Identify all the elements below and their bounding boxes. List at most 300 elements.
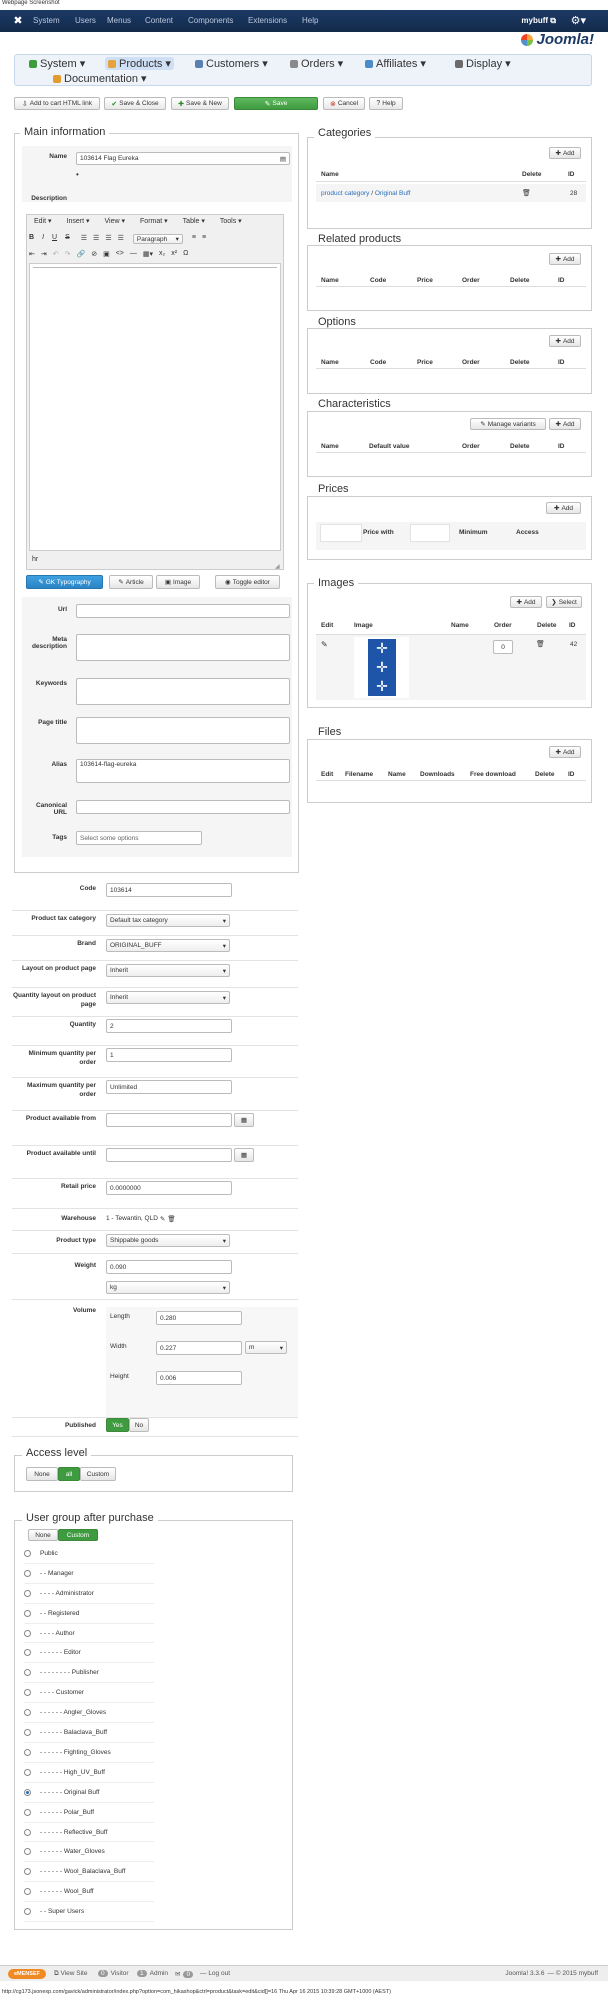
separator xyxy=(12,1299,298,1300)
characteristics-add-button[interactable] xyxy=(549,418,581,430)
version-text: Joomla! 3.3.6 xyxy=(505,1970,545,1977)
menu-display[interactable]: Display ▾ xyxy=(455,57,511,70)
radio-button[interactable] xyxy=(24,1570,31,1577)
admin-statusbar xyxy=(0,1965,608,1981)
property-input-value: Unlimited xyxy=(110,1083,138,1091)
list-item xyxy=(24,1564,154,1584)
property-row xyxy=(12,1179,298,1209)
user-group-label: - - - - - - Editor xyxy=(40,1649,81,1657)
eye-icon: ◉ xyxy=(225,579,231,586)
category-link-root[interactable]: product category xyxy=(321,190,370,197)
component-menubar xyxy=(14,54,592,86)
width-input[interactable] xyxy=(156,1341,242,1355)
col-delete: Delete xyxy=(510,359,530,366)
user-group-toggle xyxy=(28,1529,98,1541)
radio-button[interactable] xyxy=(24,1729,31,1736)
view-site-label: View Site xyxy=(60,1970,88,1977)
joomla-logo-text: Joomla! xyxy=(536,31,594,48)
list-item xyxy=(24,1843,154,1863)
plus-icon: ✚ xyxy=(178,100,185,108)
align-justify-icon[interactable]: ☰ xyxy=(117,235,124,242)
page-title-textarea[interactable] xyxy=(76,717,290,744)
product-thumbnail[interactable]: ✛ ✛ ✛ xyxy=(368,639,396,696)
add-label: Add xyxy=(562,748,575,756)
gk-typography-label: GK Typography xyxy=(45,578,91,586)
published-yes-button[interactable]: Yes xyxy=(106,1418,129,1432)
editor-menu-insert[interactable]: Insert ▾ xyxy=(66,218,90,225)
user-group-label: - - - - - - Polar_Buff xyxy=(40,1808,95,1816)
radio-button[interactable] xyxy=(24,1550,31,1557)
property-label: Code xyxy=(79,885,96,892)
user-group-label: - - Registered xyxy=(40,1609,80,1617)
pencil-icon[interactable]: ✎ xyxy=(321,640,328,649)
property-row xyxy=(12,911,298,936)
col-name: Name xyxy=(321,443,339,450)
height-input[interactable] xyxy=(156,1371,242,1385)
access-all-button[interactable]: all xyxy=(58,1467,80,1481)
description-label: Description xyxy=(31,195,67,202)
radio-button[interactable] xyxy=(24,1709,31,1716)
indent-icon[interactable]: ⇥ xyxy=(40,251,47,258)
col-delete: Delete xyxy=(510,443,530,450)
page-title-label: Page title xyxy=(38,719,67,726)
unlink-icon[interactable]: ⊘ xyxy=(91,251,98,258)
radio-button[interactable] xyxy=(24,1829,31,1836)
tags-placeholder: Select some options xyxy=(80,834,139,842)
add-label: Add xyxy=(523,598,536,606)
col-order: Order xyxy=(462,277,480,284)
keywords-textarea[interactable] xyxy=(76,678,290,705)
col-code: Code xyxy=(370,359,387,366)
insert-image-icon[interactable]: ▣ xyxy=(103,251,110,258)
editor-menu-format[interactable]: Format ▾ xyxy=(140,218,168,225)
property-row xyxy=(12,1017,298,1046)
menu-documentation-label: Documentation xyxy=(64,72,138,85)
name-input[interactable] xyxy=(76,152,290,165)
select-label: Select xyxy=(558,598,577,606)
image-label: Image xyxy=(173,578,192,586)
usergroup-none-button[interactable]: None xyxy=(28,1529,58,1541)
images-select-button[interactable] xyxy=(546,596,582,608)
plus-icon: ✚ xyxy=(553,505,560,512)
list-item xyxy=(24,1663,154,1683)
plus-icon: ✚ xyxy=(555,421,561,428)
add-to-cart-link-button[interactable] xyxy=(14,97,100,110)
list-item xyxy=(24,1624,154,1644)
radio-button[interactable] xyxy=(24,1769,31,1776)
prices-add-button[interactable] xyxy=(546,502,581,514)
paragraph-select[interactable]: Paragraph ▾ xyxy=(133,234,183,244)
user-group-label: - - - - - - Fighting_Gloves xyxy=(40,1748,111,1756)
canonical-url-label: Canonical URL xyxy=(35,802,67,816)
user-menu[interactable] xyxy=(521,16,556,26)
menu-products[interactable]: Products ▾ xyxy=(105,57,174,70)
category-path xyxy=(321,190,411,197)
user-group-label: - - - - - - Balaclava_Buff xyxy=(40,1729,108,1737)
toggle-editor-label: Toggle editor xyxy=(232,578,270,586)
access-custom-button[interactable]: Custom xyxy=(80,1467,116,1481)
weight-input[interactable] xyxy=(106,1260,232,1274)
col-name: Name xyxy=(388,771,406,778)
col-id: ID xyxy=(568,771,575,778)
user-group-label: - - - - - - Wool_Buff xyxy=(40,1888,94,1896)
separator xyxy=(12,1436,298,1437)
view-site-link[interactable] xyxy=(54,1970,87,1978)
menu-system-label: System xyxy=(40,57,77,70)
radio-button[interactable] xyxy=(24,1888,31,1895)
category-id: 28 xyxy=(570,190,578,197)
joomla-icon[interactable]: ✖ xyxy=(13,15,23,27)
col-price-with: Price with xyxy=(363,529,394,536)
editor-content-area[interactable] xyxy=(29,263,281,551)
link-insert-icon[interactable]: 🔗 xyxy=(76,251,86,258)
radio-button[interactable] xyxy=(24,1868,31,1875)
messages-count[interactable] xyxy=(175,1970,193,1978)
date-input[interactable] xyxy=(106,1148,232,1162)
bold-icon[interactable]: B xyxy=(29,234,35,241)
related-add-button[interactable] xyxy=(549,253,581,265)
list-item xyxy=(24,1544,154,1564)
topnav-extensions[interactable]: Extensions xyxy=(248,16,288,25)
topnav-system[interactable]: System xyxy=(33,16,60,25)
image-order-input[interactable] xyxy=(493,640,513,654)
volume-unit-select[interactable] xyxy=(245,1341,287,1354)
align-left-icon[interactable]: ☰ xyxy=(80,235,88,242)
italic-icon[interactable]: I xyxy=(42,234,45,241)
property-input[interactable] xyxy=(106,1019,232,1033)
col-default-value: Default value xyxy=(369,443,410,450)
admin-count-badge: 1 xyxy=(137,1970,147,1977)
separator xyxy=(12,1253,298,1254)
property-label: Minimum quantity per order xyxy=(28,1050,96,1066)
editor-menu-tools[interactable]: Tools ▾ xyxy=(219,218,242,225)
check-icon: ✔ xyxy=(111,100,118,108)
col-id: ID xyxy=(558,359,565,366)
characteristics-legend: Characteristics xyxy=(314,398,395,410)
customers-icon xyxy=(195,60,203,68)
menu-system[interactable]: System ▾ xyxy=(29,57,85,70)
property-select[interactable] xyxy=(106,964,230,977)
list-item xyxy=(24,1584,154,1604)
property-select-value: Inherit xyxy=(110,967,129,974)
separator xyxy=(12,1417,298,1418)
weight-unit-select[interactable] xyxy=(106,1281,230,1294)
user-group-label: - - - - - - Original Buff xyxy=(40,1788,100,1796)
chevron-down-icon: ▾ xyxy=(222,917,226,925)
editor-menu-edit[interactable]: Edit ▾ xyxy=(34,218,52,225)
col-name: Name xyxy=(321,277,339,284)
editor-toolbar-row1 xyxy=(29,234,206,244)
images-add-button[interactable] xyxy=(510,596,542,608)
visitor-label: Visitor xyxy=(110,1970,129,1977)
bullet-list-icon[interactable]: ≡ xyxy=(191,234,196,241)
code-icon[interactable]: <> xyxy=(115,250,124,257)
orders-icon xyxy=(290,60,298,68)
related-products-legend: Related products xyxy=(314,233,405,245)
undo-icon[interactable]: ↶ xyxy=(52,251,59,258)
meta-description-textarea[interactable] xyxy=(76,634,290,661)
col-id: ID xyxy=(569,622,576,629)
list-item xyxy=(24,1823,154,1843)
col-access: Access xyxy=(516,529,539,536)
tags-input[interactable] xyxy=(76,831,202,845)
property-row xyxy=(12,881,298,911)
topnav-content[interactable]: Content xyxy=(145,16,174,25)
name-label: Name xyxy=(49,153,67,160)
col-delete: Delete xyxy=(537,622,557,629)
redo-icon[interactable]: ↷ xyxy=(64,251,71,258)
documentation-icon xyxy=(53,75,61,83)
admin-topbar xyxy=(0,10,608,32)
property-row xyxy=(12,961,298,988)
menu-documentation[interactable]: Documentation ▾ xyxy=(53,72,147,85)
list-item xyxy=(24,1644,154,1664)
add-label: Add xyxy=(562,420,575,428)
calendar-icon[interactable]: ▦ xyxy=(234,1113,254,1127)
article-button[interactable] xyxy=(109,575,153,589)
resize-handle-icon[interactable]: ◢ xyxy=(275,564,280,570)
product-type-select[interactable] xyxy=(106,1234,230,1247)
radio-button[interactable] xyxy=(24,1610,31,1617)
external-link-icon: ⧉ xyxy=(550,16,556,25)
editor-menu-view[interactable]: View ▾ xyxy=(104,218,126,225)
related-table-header xyxy=(316,273,586,287)
property-label: Product available from xyxy=(25,1115,96,1122)
property-select-value: Default tax category xyxy=(110,917,168,924)
page-caption: Webpage Screenshot xyxy=(2,0,60,6)
published-no-button[interactable]: No xyxy=(129,1418,149,1432)
volume-label: Volume xyxy=(73,1307,96,1314)
editor-menu-table[interactable]: Table ▾ xyxy=(182,218,205,225)
editor-menu-format-label: Format xyxy=(140,218,163,225)
options-legend: Options xyxy=(314,316,360,328)
system-icon xyxy=(29,60,37,68)
joomla-logo-icon xyxy=(521,34,533,46)
property-select[interactable] xyxy=(106,939,230,952)
article-icon: ✎ xyxy=(118,579,124,586)
image-button[interactable] xyxy=(156,575,200,589)
external-link-icon: ⧉ xyxy=(54,1970,59,1977)
radio-button[interactable] xyxy=(24,1848,31,1855)
property-input[interactable] xyxy=(106,883,232,897)
user-group-label: - - - - - - Water_Gloves xyxy=(40,1848,105,1856)
help-button[interactable] xyxy=(369,97,403,110)
menu-orders[interactable]: Orders ▾ xyxy=(290,57,343,70)
chevron-down-icon: ▾ xyxy=(222,1284,226,1292)
col-name: Name xyxy=(451,622,469,629)
plus-icon: ✚ xyxy=(555,256,561,263)
property-label: Quantity xyxy=(69,1021,96,1028)
height-label: Height xyxy=(110,1373,129,1380)
copyright-text: — © 2015 mybuff xyxy=(547,1970,598,1977)
files-add-button[interactable] xyxy=(549,746,581,758)
property-label: Retail price xyxy=(60,1183,96,1190)
weight-unit-value: kg xyxy=(110,1284,117,1291)
main-information-legend: Main information xyxy=(20,126,109,138)
col-name: Name xyxy=(321,171,339,178)
property-row xyxy=(12,988,298,1017)
radio-button[interactable] xyxy=(24,1590,31,1597)
property-input[interactable] xyxy=(106,1080,232,1094)
translate-icon[interactable]: ▤ xyxy=(279,155,286,163)
url-input[interactable] xyxy=(76,604,290,618)
length-input[interactable] xyxy=(156,1311,242,1325)
category-link-original-buff[interactable]: Original Buff xyxy=(374,190,411,197)
chevron-down-icon: ▾ xyxy=(222,967,226,975)
special-char-icon[interactable]: Ω xyxy=(183,250,189,257)
radio-button[interactable] xyxy=(24,1669,31,1676)
list-item xyxy=(24,1703,154,1723)
version-info xyxy=(505,1970,598,1977)
col-price: Price xyxy=(417,277,433,284)
usergroup-custom-button[interactable]: Custom xyxy=(58,1529,98,1541)
save-close-button[interactable] xyxy=(104,97,166,110)
cancel-label: Cancel xyxy=(337,100,359,107)
property-label: Product available until xyxy=(26,1150,96,1157)
cancel-button[interactable] xyxy=(323,97,365,110)
col-id: ID xyxy=(558,277,565,284)
property-select[interactable] xyxy=(106,914,230,927)
alias-value: 103614-flag-eureka xyxy=(80,761,137,768)
strikethrough-icon[interactable]: S xyxy=(65,234,70,241)
tags-label: Tags xyxy=(52,834,67,841)
editor-hr-line xyxy=(33,267,277,268)
editor-menu-view-label: View xyxy=(104,218,120,225)
gk-typography-button[interactable] xyxy=(26,575,103,589)
underline-icon[interactable]: U xyxy=(52,234,58,241)
save-close-label: Save & Close xyxy=(119,100,159,107)
select-icon: ❯ xyxy=(551,599,557,606)
list-item xyxy=(24,1683,154,1703)
meta-description-label: Meta description xyxy=(31,636,67,650)
property-row xyxy=(12,1111,298,1146)
published-label: Published xyxy=(64,1422,96,1429)
alias-label: Alias xyxy=(51,761,67,768)
editor-menu-insert-label: Insert xyxy=(66,218,85,225)
property-label: Brand xyxy=(77,940,96,947)
horizontal-rule-icon[interactable]: — xyxy=(129,250,137,257)
add-label: Add xyxy=(562,255,575,263)
topnav-help[interactable]: Help xyxy=(302,16,319,25)
save-icon: ✎ xyxy=(264,100,271,108)
menu-customers[interactable]: Customers ▾ xyxy=(195,57,268,70)
list-item xyxy=(24,1902,154,1922)
user-group-label: - - - - Author xyxy=(40,1629,75,1637)
trash-icon[interactable]: 🗑 xyxy=(536,641,545,648)
col-delete: Delete xyxy=(510,277,530,284)
chevron-down-icon: ▾ xyxy=(279,1344,283,1352)
property-select[interactable] xyxy=(106,991,230,1004)
list-item xyxy=(24,1803,154,1823)
toggle-editor-button[interactable] xyxy=(215,575,280,589)
logout-link[interactable] xyxy=(200,1970,230,1977)
radio-button[interactable] xyxy=(24,1809,31,1816)
pencil-icon: ✎ xyxy=(480,421,486,428)
radio-button[interactable] xyxy=(24,1749,31,1756)
pencil-icon[interactable]: ✎ xyxy=(159,1216,166,1223)
length-label: Length xyxy=(110,1313,130,1320)
categories-add-button[interactable] xyxy=(549,147,581,159)
list-item xyxy=(24,1783,154,1803)
user-group-label: - - - - - - - - Publisher xyxy=(40,1669,99,1677)
outdent-icon[interactable]: ⇤ xyxy=(29,251,35,258)
save-new-button[interactable] xyxy=(171,97,229,110)
visitor-count-badge: 0 xyxy=(98,1970,108,1977)
categories-legend: Categories xyxy=(314,127,375,139)
separator xyxy=(12,1230,298,1231)
align-right-icon[interactable]: ☰ xyxy=(105,235,112,242)
superscript-icon[interactable]: x² xyxy=(171,250,178,257)
gear-icon[interactable]: ⚙▾ xyxy=(570,15,586,27)
radio-button[interactable] xyxy=(24,1689,31,1696)
subscript-icon[interactable]: x₂ xyxy=(159,250,166,257)
editor-statusbar-path: hr xyxy=(32,556,39,563)
joomla-logo xyxy=(521,31,594,48)
save-button[interactable] xyxy=(234,97,318,110)
table-icon[interactable]: ▦▾ xyxy=(142,251,154,258)
warehouse-text: 1 - Tewantin, QLD xyxy=(106,1215,158,1222)
url-label: Url xyxy=(57,606,67,613)
logout-label: Log out xyxy=(208,1970,230,1977)
menu-affiliates[interactable]: Affiliates ▾ xyxy=(365,57,426,70)
prices-legend: Prices xyxy=(314,483,353,495)
options-add-button[interactable] xyxy=(549,335,581,347)
radio-button[interactable] xyxy=(24,1630,31,1637)
editor-toolbar-row2 xyxy=(29,250,188,258)
col-id: ID xyxy=(568,171,575,178)
calendar-icon[interactable]: ▦ xyxy=(234,1148,254,1162)
topnav-menus[interactable]: Menus xyxy=(107,16,132,25)
user-group-label: - - - - - - Angler_Gloves xyxy=(40,1709,107,1717)
length-value: 0.280 xyxy=(160,1314,177,1322)
property-row xyxy=(12,1078,298,1111)
warehouse-label: Warehouse xyxy=(61,1215,96,1222)
menu-affiliates-label: Affiliates xyxy=(376,57,418,70)
date-input[interactable] xyxy=(106,1113,232,1127)
access-none-button[interactable]: None xyxy=(26,1467,58,1481)
radio-button[interactable] xyxy=(24,1649,31,1656)
property-input-value: 2 xyxy=(110,1022,114,1030)
property-label: Quantity layout on product page xyxy=(12,992,96,1008)
editor-menubar xyxy=(34,217,242,225)
article-label: Article xyxy=(125,578,144,586)
trash-icon[interactable]: 🗑 xyxy=(522,190,531,197)
list-item xyxy=(24,1882,154,1902)
trash-icon[interactable]: 🗑 xyxy=(167,1216,176,1223)
user-group-label: - - - - - - High_UV_Buff xyxy=(40,1768,105,1776)
user-group-label: - - - - Customer xyxy=(40,1689,85,1697)
list-item xyxy=(24,1604,154,1624)
radio-button[interactable] xyxy=(24,1908,31,1915)
radio-button[interactable] xyxy=(24,1789,31,1796)
manage-variants-button[interactable] xyxy=(470,418,546,430)
numbered-list-icon[interactable]: ≡ xyxy=(201,234,207,241)
minus-icon: — xyxy=(200,1970,207,1977)
width-label: Width xyxy=(110,1343,127,1350)
topnav-components[interactable]: Components xyxy=(188,16,234,25)
property-input[interactable] xyxy=(106,1048,232,1062)
col-downloads: Downloads xyxy=(420,771,455,778)
align-center-icon[interactable]: ☰ xyxy=(93,235,100,242)
property-input[interactable] xyxy=(106,1181,232,1195)
alias-input[interactable] xyxy=(76,759,290,783)
user-group-legend: User group after purchase xyxy=(22,1512,158,1524)
canonical-url-input[interactable] xyxy=(76,800,290,814)
user-group-label: - - - - Administrator xyxy=(40,1589,94,1597)
status-badge[interactable]: eMENSEF xyxy=(8,1969,46,1979)
price-header-cell xyxy=(320,524,362,542)
topnav-users[interactable]: Users xyxy=(75,16,96,25)
